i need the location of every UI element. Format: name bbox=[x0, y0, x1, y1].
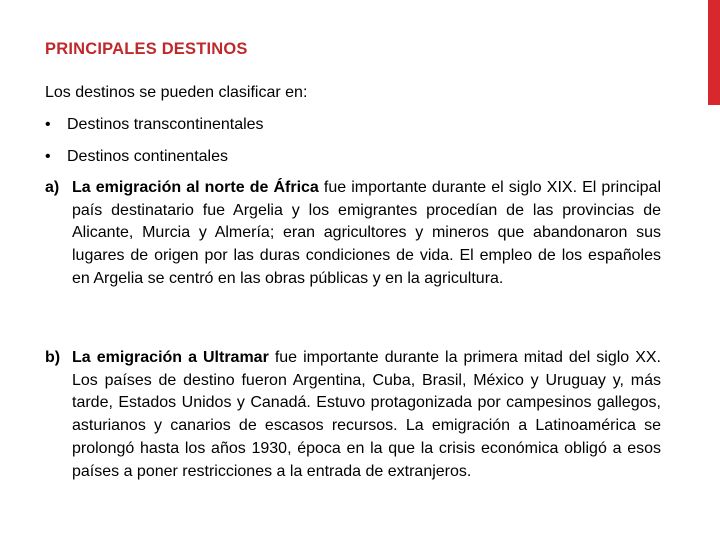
bullet-item bbox=[45, 116, 264, 134]
item-marker: b) bbox=[45, 349, 61, 366]
accent-bar bbox=[708, 0, 720, 105]
item-body bbox=[72, 177, 661, 291]
list-item-a bbox=[45, 177, 661, 291]
page-title: PRINCIPALES DESTINOS bbox=[45, 40, 248, 58]
bullet-label: Destinos transcontinentales bbox=[67, 116, 264, 133]
item-marker: a) bbox=[45, 179, 60, 196]
bullet-label: Destinos continentales bbox=[67, 148, 228, 165]
list-item-b bbox=[45, 347, 661, 483]
bullet-dot: • bbox=[45, 116, 51, 133]
item-heading: La emigración a Ultramar bbox=[72, 349, 269, 366]
item-text: fue importante durante la primera mitad del siglo XX. Los países de destino fueron Argentina, Cuba, Brasil, México y Uruguay y, más tarde, Estados Unidos y Canadá. Estuvo protagonizada por campesinos gallegos, asturianos y canarios de escasos recursos. La emigración a Latinoamérica se prolongó hasta los años 1930, época en la que la crisis económica obligó a esos países a poner restricciones a la entrada de extranjeros. bbox=[72, 349, 661, 480]
intro-text: Los destinos se pueden clasificar en: bbox=[45, 84, 308, 101]
item-body bbox=[72, 347, 661, 483]
item-heading: La emigración al norte de África bbox=[72, 179, 319, 196]
bullet-item bbox=[45, 148, 228, 166]
item-text: fue importante durante el siglo XIX. El principal país destinatario fue Argelia y los emigrantes procedían de las provincias de Alicante, Murcia y Almería; eran agricultores y mineros que abandonaron sus lugares de origen por las duras condiciones de vida. El empleo de los españoles en Argelia se centró en las obras públicas y en la agricultura. bbox=[72, 179, 662, 287]
bullet-dot: • bbox=[45, 148, 51, 165]
